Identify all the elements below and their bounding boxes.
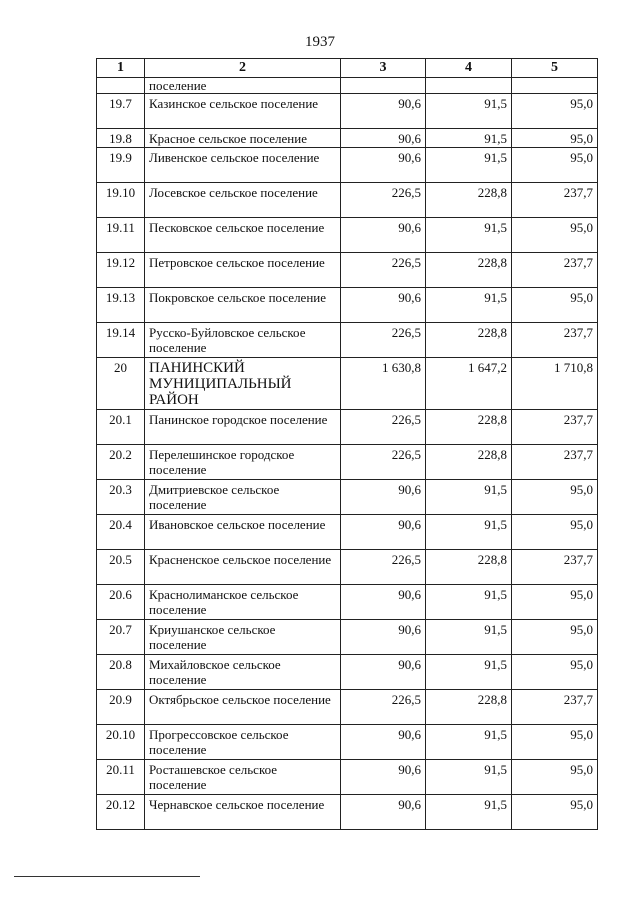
row-value-col5: 95,0	[512, 515, 598, 550]
row-value-col3: 90,6	[341, 515, 426, 550]
table-row	[97, 690, 598, 725]
row-number: 19.11	[97, 218, 145, 253]
row-value-col5: 95,0	[512, 480, 598, 515]
row-name: Ивановское сельское поселение	[145, 515, 341, 550]
row-number: 20.5	[97, 550, 145, 585]
row-value-col5: 1 710,8	[512, 358, 598, 410]
row-name: Октябрьское сельское поселение	[145, 690, 341, 725]
row-value-col3	[341, 78, 426, 94]
table-row	[97, 795, 598, 830]
row-name: Краснолиманское сельское поселение	[145, 585, 341, 620]
row-name: Ливенское сельское поселение	[145, 148, 341, 183]
footnote-separator	[14, 876, 200, 877]
row-value-col4: 228,8	[426, 690, 512, 725]
row-value-col4: 91,5	[426, 795, 512, 830]
row-value-col3: 90,6	[341, 218, 426, 253]
row-number: 19.14	[97, 323, 145, 358]
row-value-col4: 228,8	[426, 323, 512, 358]
row-value-col5: 95,0	[512, 148, 598, 183]
row-name: Петровское сельское поселение	[145, 253, 341, 288]
row-number: 19.7	[97, 94, 145, 129]
row-value-col5: 95,0	[512, 585, 598, 620]
row-number: 20.12	[97, 795, 145, 830]
row-number: 19.8	[97, 129, 145, 148]
table-row	[97, 480, 598, 515]
row-value-col4: 1 647,2	[426, 358, 512, 410]
row-value-col5: 95,0	[512, 795, 598, 830]
table-row	[97, 94, 598, 129]
row-number: 20.6	[97, 585, 145, 620]
row-name: Перелешинское городское поселение	[145, 445, 341, 480]
row-value-col4: 228,8	[426, 183, 512, 218]
row-value-col3: 90,6	[341, 725, 426, 760]
row-number: 19.13	[97, 288, 145, 323]
row-value-col3: 226,5	[341, 323, 426, 358]
row-name: Покровское сельское поселение	[145, 288, 341, 323]
row-value-col4: 91,5	[426, 218, 512, 253]
row-value-col3: 90,6	[341, 288, 426, 323]
row-name: Прогрессовское сельское поселение	[145, 725, 341, 760]
table-header-row	[97, 59, 598, 78]
row-value-col4: 91,5	[426, 655, 512, 690]
row-value-col4: 91,5	[426, 585, 512, 620]
table-row	[97, 445, 598, 480]
row-value-col5: 95,0	[512, 725, 598, 760]
table-row	[97, 725, 598, 760]
row-value-col3: 90,6	[341, 585, 426, 620]
row-name: Чернавское сельское поселение	[145, 795, 341, 830]
table-row	[97, 358, 598, 410]
table-row	[97, 515, 598, 550]
page-number: 1937	[305, 34, 335, 50]
row-name: Казинское сельское поселение	[145, 94, 341, 129]
row-value-col4: 228,8	[426, 445, 512, 480]
row-value-col4: 91,5	[426, 725, 512, 760]
table-body	[97, 78, 598, 830]
row-value-col5: 95,0	[512, 620, 598, 655]
row-name: Криушанское сельское поселение	[145, 620, 341, 655]
row-value-col5	[512, 78, 598, 94]
table-row	[97, 410, 598, 445]
row-value-col5: 237,7	[512, 690, 598, 725]
row-value-col3: 226,5	[341, 550, 426, 585]
row-value-col5: 237,7	[512, 410, 598, 445]
row-value-col4: 91,5	[426, 620, 512, 655]
row-value-col4: 91,5	[426, 760, 512, 795]
row-value-col4: 91,5	[426, 129, 512, 148]
row-value-col5: 95,0	[512, 760, 598, 795]
row-value-col3: 90,6	[341, 129, 426, 148]
table-row	[97, 129, 598, 148]
row-name: ПАНИНСКИЙ МУНИЦИПАЛЬНЫЙ РАЙОН	[145, 358, 341, 410]
row-value-col5: 237,7	[512, 183, 598, 218]
table-row	[97, 288, 598, 323]
row-name: Песковское сельское поселение	[145, 218, 341, 253]
row-number: 20.3	[97, 480, 145, 515]
row-value-col3: 226,5	[341, 183, 426, 218]
row-value-col4	[426, 78, 512, 94]
row-value-col3: 1 630,8	[341, 358, 426, 410]
row-name: Михайловское сельское поселение	[145, 655, 341, 690]
row-value-col3: 90,6	[341, 620, 426, 655]
row-value-col4: 91,5	[426, 480, 512, 515]
row-value-col3: 90,6	[341, 148, 426, 183]
appropriations-table	[96, 58, 598, 830]
row-value-col3: 90,6	[341, 480, 426, 515]
row-number: 20.11	[97, 760, 145, 795]
table-row	[97, 760, 598, 795]
row-name: Красное сельское поселение	[145, 129, 341, 148]
table-row	[97, 183, 598, 218]
row-name: Росташевское сельское поселение	[145, 760, 341, 795]
column-header-1: 1	[97, 59, 145, 78]
column-header-4: 4	[426, 59, 512, 78]
row-number: 20.4	[97, 515, 145, 550]
row-number: 20.8	[97, 655, 145, 690]
column-header-2: 2	[145, 59, 341, 78]
row-number: 20.1	[97, 410, 145, 445]
table-row	[97, 253, 598, 288]
row-name: Русско-Буйловское сельское поселение	[145, 323, 341, 358]
table-row	[97, 218, 598, 253]
row-value-col3: 226,5	[341, 253, 426, 288]
row-value-col5: 95,0	[512, 655, 598, 690]
row-number: 20.2	[97, 445, 145, 480]
row-value-col4: 91,5	[426, 94, 512, 129]
row-number: 20	[97, 358, 145, 410]
row-number: 19.12	[97, 253, 145, 288]
table-row	[97, 78, 598, 94]
row-value-col3: 226,5	[341, 410, 426, 445]
row-name: Дмитриевское сельское поселение	[145, 480, 341, 515]
row-value-col3: 90,6	[341, 795, 426, 830]
row-number: 20.10	[97, 725, 145, 760]
row-value-col4: 228,8	[426, 410, 512, 445]
row-value-col3: 226,5	[341, 445, 426, 480]
row-value-col5: 237,7	[512, 550, 598, 585]
row-value-col5: 95,0	[512, 94, 598, 129]
row-value-col5: 237,7	[512, 323, 598, 358]
table-row	[97, 620, 598, 655]
row-value-col3: 226,5	[341, 690, 426, 725]
row-number: 20.9	[97, 690, 145, 725]
row-value-col4: 228,8	[426, 550, 512, 585]
row-value-col5: 95,0	[512, 288, 598, 323]
row-value-col3: 90,6	[341, 94, 426, 129]
row-number	[97, 78, 145, 94]
row-name: Красненское сельское поселение	[145, 550, 341, 585]
table-row	[97, 148, 598, 183]
table-row	[97, 550, 598, 585]
row-value-col5: 95,0	[512, 129, 598, 148]
row-name: Панинское городское поселение	[145, 410, 341, 445]
row-value-col3: 90,6	[341, 655, 426, 690]
table-row	[97, 323, 598, 358]
table-row	[97, 585, 598, 620]
row-name: Лосевское сельское поселение	[145, 183, 341, 218]
column-header-5: 5	[512, 59, 598, 78]
row-number: 20.7	[97, 620, 145, 655]
row-value-col4: 91,5	[426, 515, 512, 550]
table-row	[97, 655, 598, 690]
row-value-col4: 228,8	[426, 253, 512, 288]
row-value-col4: 91,5	[426, 148, 512, 183]
row-value-col5: 237,7	[512, 253, 598, 288]
row-value-col5: 95,0	[512, 218, 598, 253]
row-value-col3: 90,6	[341, 760, 426, 795]
row-number: 19.10	[97, 183, 145, 218]
row-name: поселение	[145, 78, 341, 94]
column-header-3: 3	[341, 59, 426, 78]
row-value-col5: 237,7	[512, 445, 598, 480]
row-number: 19.9	[97, 148, 145, 183]
row-value-col4: 91,5	[426, 288, 512, 323]
